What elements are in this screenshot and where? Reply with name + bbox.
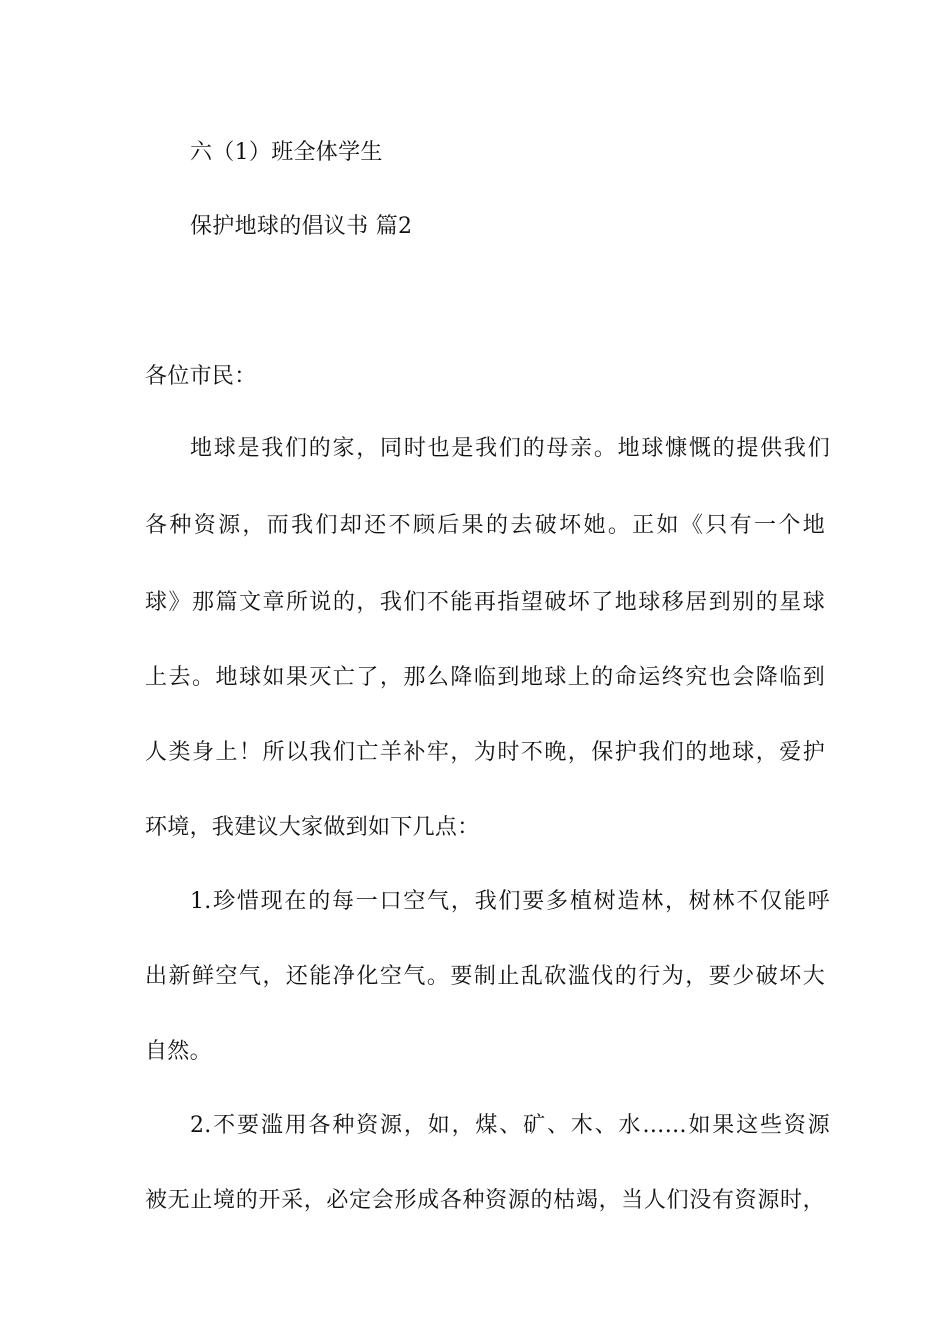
paragraph-line: 环境，我建议大家做到如下几点： (145, 815, 480, 840)
paragraph-line: 各种资源，而我们却还不顾后果的去破坏她。正如《只有一个地 (145, 513, 825, 538)
paragraph-line: 上去。地球如果灭亡了，那么降临到地球上的命运终究也会降临到 (145, 665, 825, 690)
paragraph-line: 被无止境的开采，必定会形成各种资源的枯竭，当人们没有资源时， (145, 1188, 825, 1213)
paragraph-line: 人类身上！所以我们亡羊补牢，为时不晚，保护我们的地球，爱护 (145, 740, 825, 765)
paragraph-line: 1.珍惜现在的每一口空气，我们要多植树造林，树林不仅能呼 (190, 889, 830, 914)
salutation: 各位市民： (145, 364, 257, 389)
document-heading: 保护地球的倡议书 篇2 (190, 214, 413, 239)
paragraph-line: 自然。 (145, 1039, 212, 1064)
paragraph-line: 地球是我们的家，同时也是我们的母亲。地球慷慨的提供我们 (190, 436, 830, 461)
paragraph-line: 2.不要滥用各种资源，如，煤、矿、木、水……如果这些资源 (190, 1113, 830, 1138)
signature-line: 六（1）班全体学生 (190, 140, 383, 165)
paragraph-line: 出新鲜空气，还能净化空气。要制止乱砍滥伐的行为，要少破坏大 (145, 964, 825, 989)
paragraph-line: 球》那篇文章所说的，我们不能再指望破坏了地球移居到别的星球 (145, 590, 825, 615)
